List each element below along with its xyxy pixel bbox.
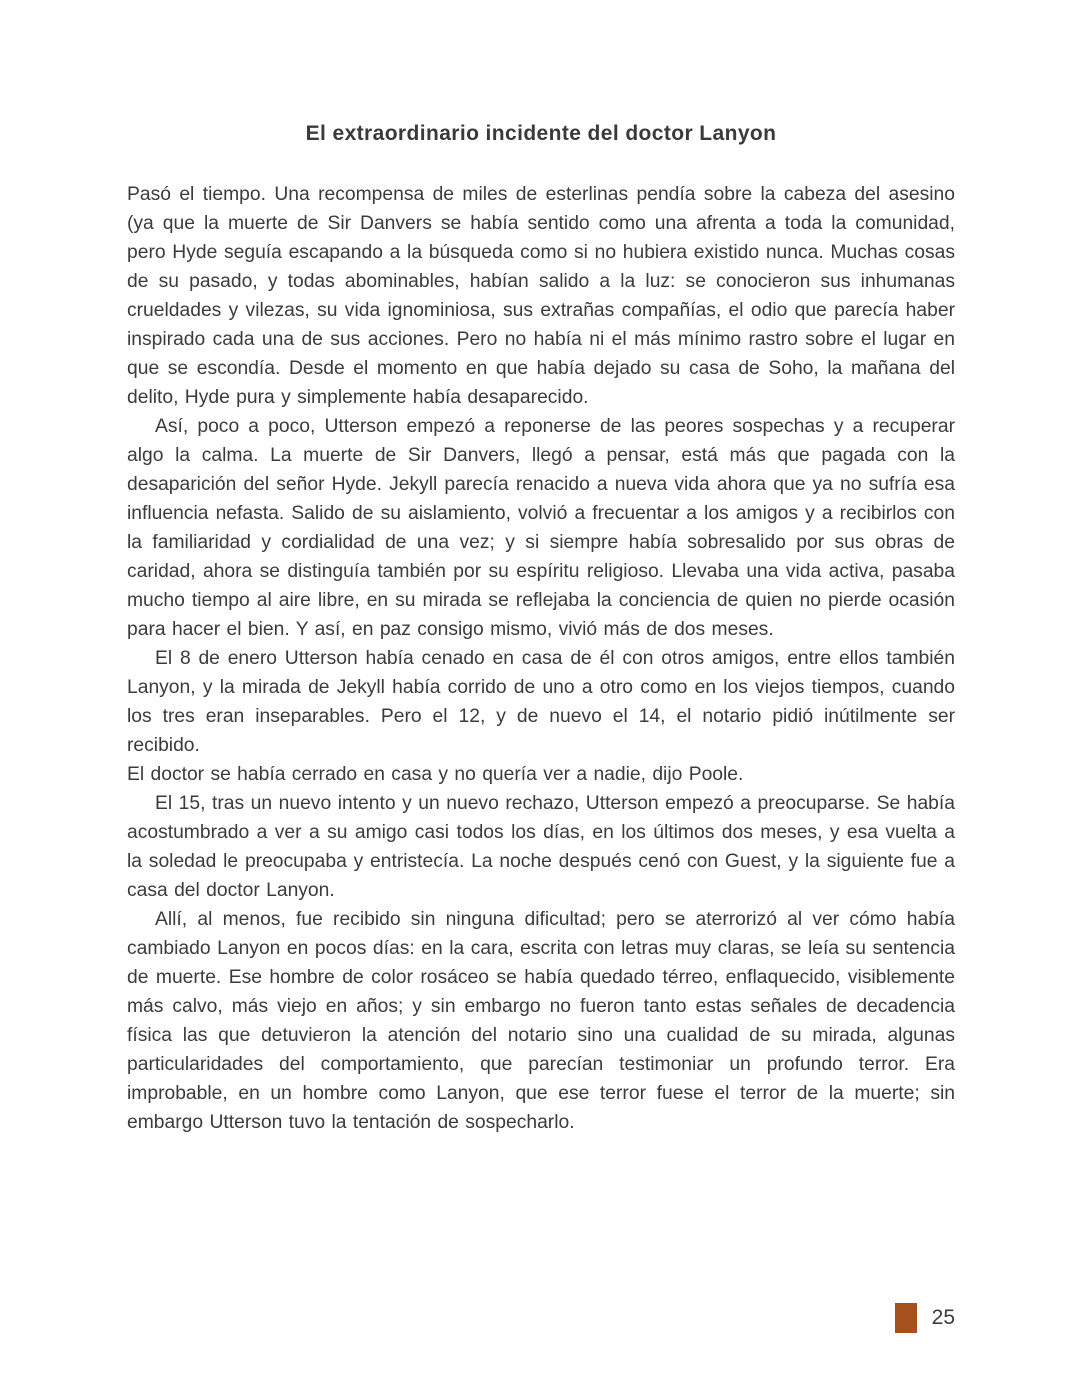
paragraph: El 15, tras un nuevo intento y un nuevo rechazo, Utterson empezó a preocuparse. Se había acostumbrado a ver a su amigo casi todos los días, en los últimos dos meses, y esa vuelta a la soledad le preocupaba y entristecía. La noche después cenó con Guest, y la siguiente fue a casa del doctor Lanyon.	[127, 793, 955, 901]
paragraph: Así, poco a poco, Utterson empezó a reponerse de las peores sospechas y a recuperar algo la calma. La muerte de Sir Danvers, llegó a pensar, está más que pagada con la desaparición del señor Hyde. Jekyll parecía renacido a nueva vida ahora que ya no sufría esa influencia nefasta. Salido de su aislamiento, volvió a frecuentar a los amigos y a recibirlos con la familiaridad y cordialidad de una vez; y si siempre había sobresalido por sus obras de caridad, ahora se distinguía también por su espíritu religioso. Llevaba una vida activa, pasaba mucho tiempo al aire libre, en su mirada se reflejaba la conciencia de quien no pierde ocasión para hacer el bien. Y así, en paz consigo mismo, vivió más de dos meses.	[127, 416, 955, 640]
chapter-title: El extraordinario incidente del doctor Lanyon	[305, 122, 777, 145]
page-number: 25	[931, 1306, 955, 1329]
paragraph: El doctor se había cerrado en casa y no quería ver a nadie, dijo Poole.	[127, 764, 744, 785]
body-text	[127, 180, 955, 1137]
paragraph: Allí, al menos, fue recibido sin ninguna dificultad; pero se aterrorizó al ver cómo había cambiado Lanyon en pocos días: en la cara, escrita con letras muy claras, se leía su sentencia de muerte. Ese hombre de color rosáceo se había quedado térreo, enflaquecido, visiblemente más calvo, más viejo en años; y sin embargo no fueron tanto estas señales de decadencia física las que detuvieron la atención del notario sino una cualidad de su mirada, algunas particularidades del comportamiento, que parecían testimoniar un profundo terror. Era improbable, en un hombre como Lanyon, que ese terror fuese el terror de la muerte; sin embargo Utterson tuvo la tentación de sospecharlo.	[127, 909, 955, 1133]
paragraph: Pasó el tiempo. Una recompensa de miles de esterlinas pendía sobre la cabeza del asesino (ya que la muerte de Sir Danvers se había sentido como una afrenta a toda la comunidad, pero Hyde seguía escapando a la búsqueda como si no hubiera existido nunca. Muchas cosas de su pasado, y todas abominables, habían salido a la luz: se conocieron sus inhumanas crueldades y vilezas, su vida ignominiosa, sus extrañas compañías, el odio que parecía haber inspirado cada una de sus acciones. Pero no había ni el más mínimo rastro sobre el lugar en que se escondía. Desde el momento en que había dejado su casa de Soho, la mañana del delito, Hyde pura y simplemente había desaparecido.	[127, 184, 955, 408]
paragraph: El 8 de enero Utterson había cenado en casa de él con otros amigos, entre ellos también Lanyon, y la mirada de Jekyll había corrido de uno a otro como en los viejos tiempos, cuando los tres eran inseparables. Pero el 12, y de nuevo el 14, el notario pidió inútilmente ser recibido.	[127, 648, 955, 756]
page-footer	[895, 1303, 955, 1333]
page-marker-icon	[895, 1303, 917, 1333]
